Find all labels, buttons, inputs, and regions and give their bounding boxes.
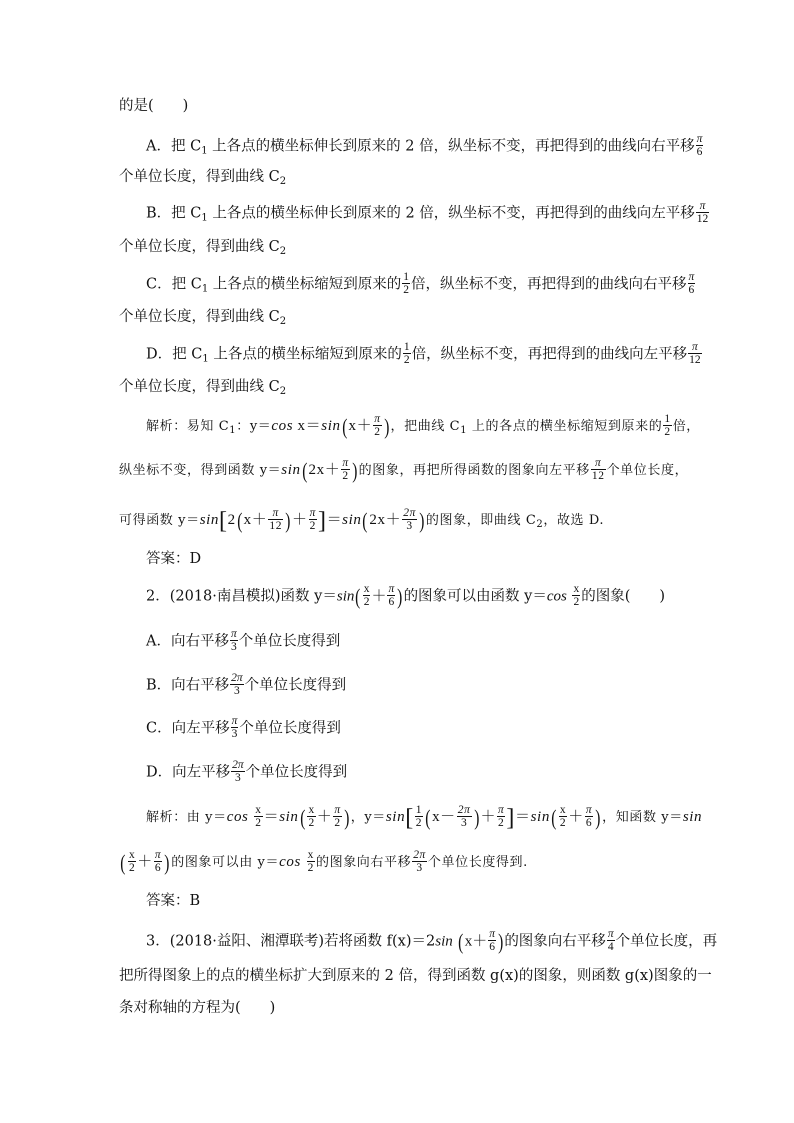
question-1-tail: 的是( ): [119, 98, 189, 114]
q2-option-a: A．向右平移 $\frac{\pi}{3}$ 个单位长度得到: [146, 628, 341, 653]
q1-option-d-cont: 个单位长度，得到曲线 $C_2$: [119, 379, 287, 397]
question-3-line3: 条对称轴的方程为( ): [119, 1000, 276, 1016]
q1-option-a: A．把 $C_1$ 上各点的横坐标伸长到原来的 2 倍，纵坐标不变，再把得到的曲线向右平移 $\frac{\pi}{6}$: [146, 133, 703, 158]
q1-option-d: D．把 $C_1$ 上各点的横坐标缩短到原来的 $\frac{1}{2}$ 倍，纵坐标不变，再把得到的曲线向左平移 $\frac{\pi}{12}$: [146, 341, 701, 366]
question-3-line1: 3．(2018·益阳、湘潭联考)若将函数 f(x)＝2sin (x＋ $\frac{\pi}{6}$ )的图象向右平移 $\frac{\pi}{4}$ 个单位长度，再: [146, 928, 718, 954]
q1-option-b-cont: 个单位长度，得到曲线 $C_2$: [119, 239, 287, 257]
q2-option-b: B．向右平移 $\frac{2\pi}{3}$ 个单位长度得到: [146, 672, 347, 697]
q2-solution-line1: 解析：由 y＝cos $\frac{x}{2}$ ＝sin( $\frac{x}{2}$ ＋ $\frac{\pi}{2}$ )，y＝sin[ $\frac{1}{2}$ (x－ $\frac{2\pi}{3}$ )＋ $\frac{\pi}{2}$ ]＝sin( $\frac{x}{2}$ ＋ $\frac{\pi}{6}$ )，知函数 y＝sin: [146, 804, 703, 831]
q1-option-b: B．把 $C_1$ 上各点的横坐标伸长到原来的 2 倍，纵坐标不变，再把得到的曲线向左平移 $\frac{\pi}{12}$: [146, 200, 709, 225]
question-3-line2: 把所得图象上的点的横坐标扩大到原来的 2 倍，得到函数 g(x)的图象，则函数 g(x)图象的一: [119, 968, 712, 984]
q1-solution-line3: 可得函数 y＝sin[2(x＋ $\frac{\pi}{12}$ )＋ $\frac{\pi}{2}$ ]＝sin(2x＋ $\frac{2\pi}{3}$ )的图象，即曲线 $C_2$，故选 D.: [119, 507, 605, 534]
question-2: 2．(2018·南昌模拟)函数 y＝sin( $\frac{x}{2}$ ＋ $\frac{\pi}{6}$ )的图象可以由函数 y＝cos $\frac{x}{2}$ 的图象( ): [146, 583, 666, 609]
q1-option-c-cont: 个单位长度，得到曲线 $C_2$: [119, 309, 287, 327]
q2-option-d: D．向左平移 $\frac{2\pi}{3}$ 个单位长度得到: [146, 759, 348, 784]
q1-option-c: C．把 $C_1$ 上各点的横坐标缩短到原来的 $\frac{1}{2}$ 倍，纵坐标不变，再把得到的曲线向右平移 $\frac{\pi}{6}$: [146, 271, 695, 296]
q1-option-a-cont: 个单位长度，得到曲线 $C_2$: [119, 169, 287, 187]
q2-solution-line2: ( $\frac{x}{2}$ ＋ $\frac{\pi}{6}$ )的图象可以由 y＝cos $\frac{x}{2}$ 的图象向右平移 $\frac{2\pi}{3}$ 个单位长度得到.: [120, 849, 528, 875]
q2-answer: 答案：B: [146, 893, 201, 909]
q2-option-c: C．向左平移 $\frac{\pi}{3}$ 个单位长度得到: [146, 715, 341, 740]
q1-solution-line1: 解析：易知 $C_1$：y＝cos x＝sin(x＋ $\frac{\pi}{2}$ )，把曲线 $C_1$ 上的各点的横坐标缩短到原来的 $\frac{1}{2}$ 倍，: [146, 413, 700, 439]
q1-answer: 答案：D: [146, 551, 202, 567]
q1-solution-line2: 纵坐标不变，得到函数 y＝sin(2x＋ $\frac{\pi}{2}$ )的图象，再把所得函数的图象向左平移 $\frac{\pi}{12}$ 个单位长度，: [119, 457, 689, 483]
